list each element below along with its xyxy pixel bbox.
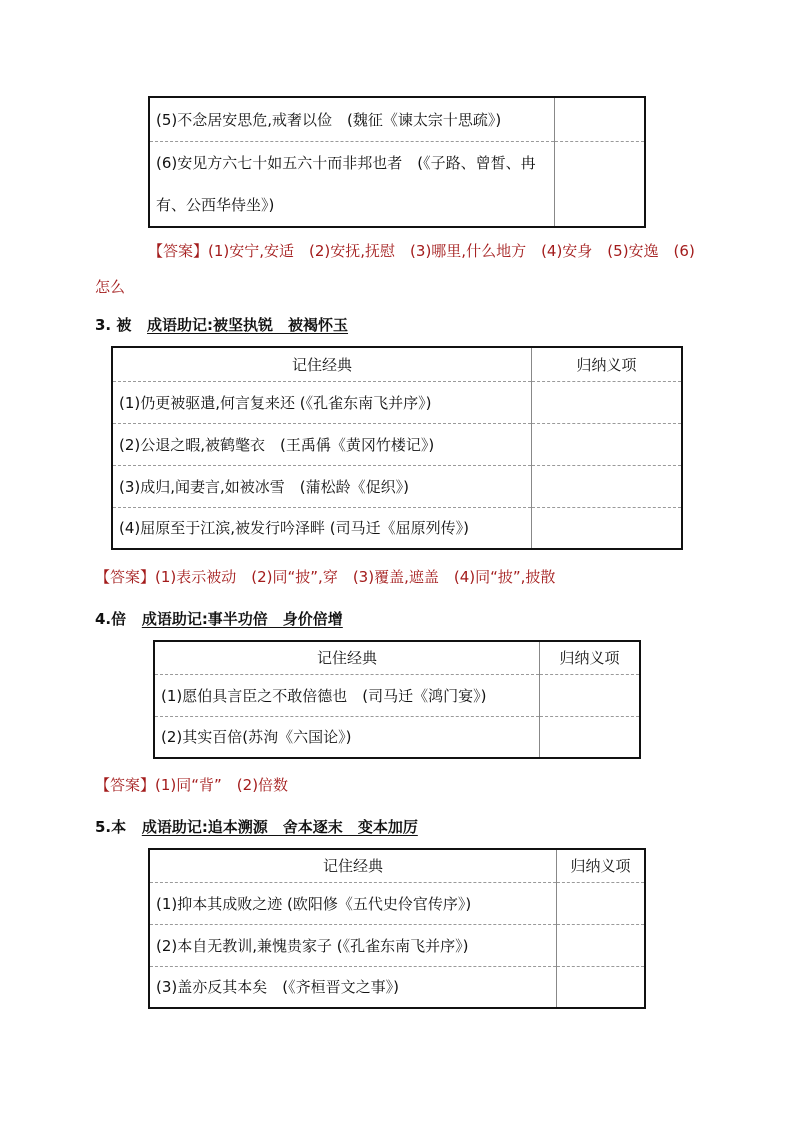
table-row-cell: (2)公退之暇,被鹤氅衣 (王禹偁《黄冈竹楼记》) (112, 423, 532, 465)
section5-table (148, 848, 646, 1009)
answer-label: 【答案】 (148, 242, 209, 260)
heading-mnemonic: 成语助记:事半功倍 身价倍增 (141, 610, 343, 628)
column-header-classic: 记住经典 (112, 347, 532, 381)
meaning-cell (532, 423, 683, 465)
column-header-classic: 记住经典 (154, 641, 540, 674)
table-row-cell: (3)成归,闻妻言,如被冰雪 (蒲松龄《促织》) (112, 465, 532, 507)
table-row-cell: (2)其实百倍(苏洵《六国论》) (154, 716, 540, 758)
table-row-cell: (2)本自无教训,兼愧贵家子 (《孔雀东南飞并序》) (149, 924, 557, 966)
meaning-cell (557, 966, 646, 1008)
meaning-cell (557, 882, 646, 924)
section4-table (153, 640, 641, 759)
heading-number: 4.倍 (95, 610, 127, 628)
section2-answer (148, 240, 695, 261)
section2-table (148, 96, 646, 228)
column-header-meaning: 归纳义项 (540, 641, 641, 674)
heading-mnemonic: 成语助记:被坚执锐 被褐怀玉 (147, 316, 349, 334)
meaning-cell (555, 141, 646, 227)
table-row-cell: (4)屈原至于江滨,被发行吟泽畔 (司马迁《屈原列传》) (112, 507, 532, 549)
answer-text: (1)同“背” (2)倍数 (155, 776, 289, 794)
table-row-cell: (1)仍更被驱遣,何言复来还 (《孔雀东南飞并序》) (112, 381, 532, 423)
section5-heading (95, 816, 418, 837)
heading-mnemonic: 成语助记:追本溯源 舍本逐末 变本加厉 (141, 818, 418, 836)
section4-heading (95, 608, 343, 629)
table-row-cell: (1)愿伯具言臣之不敢倍德也 (司马迁《鸿门宴》) (154, 674, 540, 716)
section4-answer (95, 774, 288, 795)
meaning-cell (532, 465, 683, 507)
column-header-meaning: 归纳义项 (532, 347, 683, 381)
table-row-cell: (1)抑本其成败之迹 (欧阳修《五代史伶官传序》) (149, 882, 557, 924)
column-header-classic: 记住经典 (149, 849, 557, 882)
section3-answer (95, 566, 555, 587)
meaning-cell (532, 507, 683, 549)
meaning-cell (532, 381, 683, 423)
section3-heading (95, 314, 348, 335)
heading-number: 3. 被 (95, 316, 132, 334)
answer-text: (1)表示被动 (2)同“披”,穿 (3)覆盖,遮盖 (4)同“披”,披散 (155, 568, 556, 586)
table-row-cell: (6)安见方六七十如五六十而非邦也者 (《子路、曾皙、冉有、公西华侍坐》) (149, 141, 555, 227)
meaning-cell (557, 924, 646, 966)
table-row-cell: (5)不念居安思危,戒奢以俭 (魏征《谏太宗十思疏》) (149, 97, 555, 141)
answer-label: 【答案】 (95, 776, 156, 794)
meaning-cell (540, 674, 641, 716)
heading-number: 5.本 (95, 818, 127, 836)
answer-label: 【答案】 (95, 568, 156, 586)
table-row-cell: (3)盖亦反其本矣 (《齐桓晋文之事》) (149, 966, 557, 1008)
meaning-cell (540, 716, 641, 758)
answer-text: (1)安宁,安适 (2)安抚,抚慰 (3)哪里,什么地方 (4)安身 (5)安逸 (6) (208, 242, 695, 260)
column-header-meaning: 归纳义项 (557, 849, 646, 882)
section2-answer-continued: 怎么 (95, 278, 126, 296)
section3-table (111, 346, 683, 550)
meaning-cell (555, 97, 646, 141)
